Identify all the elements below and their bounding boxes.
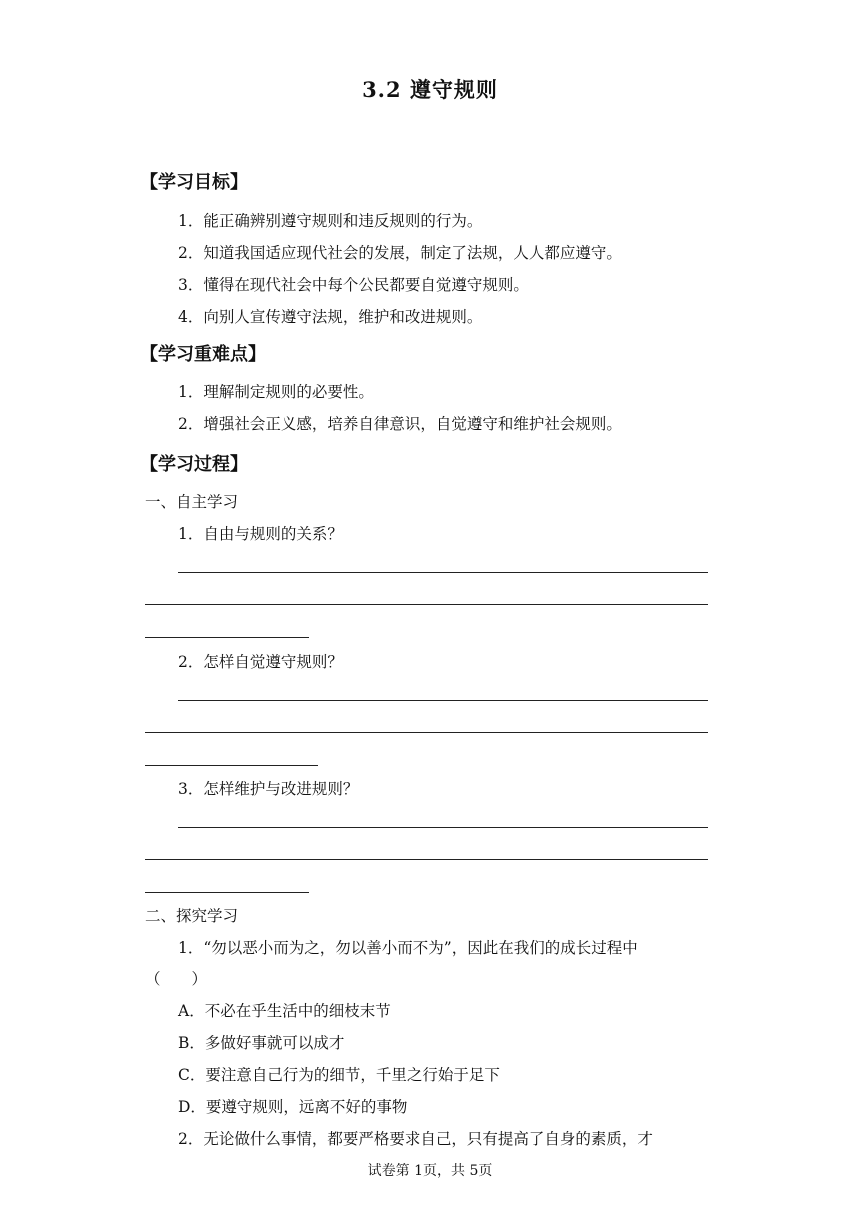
answer-blank[interactable]: （ ） — [145, 970, 208, 988]
self-study-heading: 一、自主学习 — [145, 493, 239, 511]
self-study-question: 3．怎样维护与改进规则？ — [178, 780, 359, 798]
answer-line[interactable] — [145, 859, 708, 860]
page-title: 3.2 遵守规则 — [362, 77, 498, 102]
choice-option[interactable]: C．要注意自己行为的细节，千里之行始于足下 — [178, 1066, 500, 1084]
choice-option[interactable]: B．多做好事就可以成才 — [178, 1034, 345, 1052]
answer-line[interactable] — [145, 604, 708, 605]
answer-line[interactable] — [145, 765, 318, 766]
inquiry-question: 1．“勿以恶小而为之，勿以善小而不为”，因此在我们的成长过程中 — [178, 939, 638, 957]
inquiry-heading: 二、探究学习 — [145, 907, 239, 925]
answer-line[interactable] — [178, 572, 708, 573]
self-study-question: 2．怎样自觉遵守规则？ — [178, 653, 343, 671]
goals-heading: 【学习目标】 — [140, 172, 248, 193]
answer-line[interactable] — [178, 700, 708, 701]
goal-item: 4．向别人宣传遵守法规，维护和改进规则。 — [178, 308, 483, 326]
choice-option[interactable]: A．不必在乎生活中的细枝末节 — [178, 1002, 391, 1020]
answer-line[interactable] — [178, 827, 708, 828]
choice-option[interactable]: D．要遵守规则，远离不好的事物 — [178, 1098, 408, 1116]
self-study-question: 1．自由与规则的关系？ — [178, 525, 343, 543]
goal-item: 2．知道我国适应现代社会的发展，制定了法规，人人都应遵守。 — [178, 244, 622, 262]
key-point-item: 1．理解制定规则的必要性。 — [178, 383, 374, 401]
key-points-heading: 【学习重难点】 — [140, 344, 266, 365]
goal-item: 1．能正确辨别遵守规则和违反规则的行为。 — [178, 212, 483, 230]
answer-line[interactable] — [145, 637, 309, 638]
page-footer: 试卷第 1页，共 5页 — [367, 1163, 493, 1179]
answer-line[interactable] — [145, 892, 309, 893]
process-heading: 【学习过程】 — [140, 454, 248, 475]
answer-line[interactable] — [145, 732, 708, 733]
inquiry-question: 2．无论做什么事情，都要严格要求自己，只有提高了自身的素质，才 — [178, 1130, 653, 1148]
goal-item: 3．懂得在现代社会中每个公民都要自觉遵守规则。 — [178, 276, 529, 294]
key-point-item: 2．增强社会正义感，培养自律意识，自觉遵守和维护社会规则。 — [178, 415, 622, 433]
